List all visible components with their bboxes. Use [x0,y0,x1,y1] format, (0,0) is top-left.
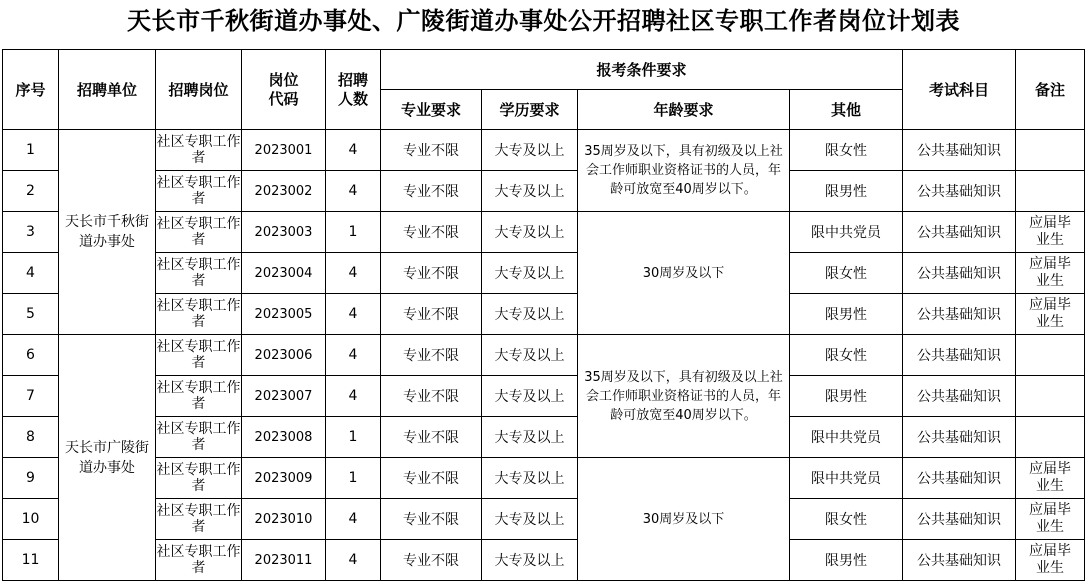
post-text: 社区专职工作者 [156,503,241,535]
post-text: 社区专职工作者 [156,175,241,207]
cell-seq: 10 [3,499,59,540]
header-requirements: 报考条件要求 [381,50,903,90]
cell-other: 限男性 [790,376,903,417]
post-text: 社区专职工作者 [156,257,241,289]
unit-guangling-text: 天长市广陵街道办事处 [65,439,149,476]
unit-qianqiu-text: 天长市千秋街道办事处 [65,214,149,250]
note-text: 应届毕业生 [1029,543,1072,576]
cell-other: 限中共党员 [790,417,903,458]
note-text: 应届毕业生 [1029,215,1072,248]
cell-note [1016,540,1085,581]
cell-count: 4 [326,171,381,212]
cell-count: 1 [326,212,381,253]
page-title: 天长市千秋街道办事处、广陵街道办事处公开招聘社区专职工作者岗位计划表 [127,6,960,35]
cell-major: 专业不限 [381,335,482,376]
cell-major: 专业不限 [381,212,482,253]
cell-edu: 大专及以上 [482,458,578,499]
cell-seq: 1 [3,130,59,171]
cell-edu: 大专及以上 [482,212,578,253]
cell-count: 4 [326,130,381,171]
cell-note [1016,458,1085,499]
cell-major: 专业不限 [381,130,482,171]
cell-note [1016,294,1085,335]
cell-major: 专业不限 [381,171,482,212]
cell-exam: 公共基础知识 [903,417,1016,458]
post-text: 社区专职工作者 [156,298,241,330]
cell-exam: 公共基础知识 [903,499,1016,540]
cell-code: 2023008 [242,417,326,458]
header-code [242,50,326,130]
cell-post [156,458,242,499]
cell-unit-qianqiu [59,130,156,335]
cell-code: 2023005 [242,294,326,335]
table-row [3,171,1085,212]
note-text: 应届毕业生 [1029,297,1072,330]
cell-code: 2023010 [242,499,326,540]
cell-note [1016,499,1085,540]
cell-edu: 大专及以上 [482,335,578,376]
cell-seq: 5 [3,294,59,335]
post-text: 社区专职工作者 [156,462,241,494]
cell-exam: 公共基础知识 [903,171,1016,212]
cell-post [156,253,242,294]
table-row [3,212,1085,253]
table-row [3,376,1085,417]
cell-seq: 8 [3,417,59,458]
table-row [3,335,1085,376]
note-text: 应届毕业生 [1029,256,1072,289]
cell-code: 2023002 [242,171,326,212]
cell-major: 专业不限 [381,540,482,581]
cell-seq: 6 [3,335,59,376]
cell-major: 专业不限 [381,294,482,335]
post-text: 社区专职工作者 [156,544,241,576]
cell-other: 限男性 [790,171,903,212]
header-unit: 招聘单位 [59,50,156,130]
cell-note [1016,253,1085,294]
cell-seq: 7 [3,376,59,417]
header-seq: 序号 [3,50,59,130]
cell-post [156,335,242,376]
cell-count: 4 [326,294,381,335]
note-text: 应届毕业生 [1029,461,1072,494]
cell-note [1016,376,1085,417]
cell-age-35: 35周岁及以下，具有初级及以上社会工作师职业资格证书的人员，年龄可放宽至40周岁以下。 [578,130,790,212]
cell-post [156,212,242,253]
cell-edu: 大专及以上 [482,540,578,581]
cell-exam: 公共基础知识 [903,212,1016,253]
table-row [3,540,1085,581]
post-text: 社区专职工作者 [156,134,241,166]
cell-count: 4 [326,335,381,376]
table-row [3,253,1085,294]
recruitment-table [2,49,1085,581]
cell-count: 1 [326,417,381,458]
cell-post [156,294,242,335]
cell-exam: 公共基础知识 [903,335,1016,376]
cell-count: 4 [326,253,381,294]
cell-code: 2023004 [242,253,326,294]
cell-post [156,130,242,171]
cell-other: 限男性 [790,540,903,581]
post-text: 社区专职工作者 [156,421,241,453]
cell-seq: 3 [3,212,59,253]
note-text: 应届毕业生 [1029,502,1072,535]
cell-age-30: 30周岁及以下 [578,212,790,335]
cell-edu: 大专及以上 [482,417,578,458]
cell-edu: 大专及以上 [482,171,578,212]
cell-major: 专业不限 [381,417,482,458]
post-text: 社区专职工作者 [156,380,241,412]
post-text: 社区专职工作者 [156,339,241,371]
cell-edu: 大专及以上 [482,294,578,335]
cell-note [1016,171,1085,212]
table-row [3,130,1085,171]
cell-count: 4 [326,376,381,417]
cell-exam: 公共基础知识 [903,130,1016,171]
cell-note [1016,212,1085,253]
header-note: 备注 [1016,50,1085,130]
cell-post [156,417,242,458]
header-other: 其他 [790,90,903,130]
cell-major: 专业不限 [381,499,482,540]
cell-other: 限男性 [790,294,903,335]
cell-other: 限女性 [790,253,903,294]
cell-other: 限中共党员 [790,212,903,253]
header-count-text: 招聘人数 [337,70,368,108]
cell-note [1016,417,1085,458]
cell-exam: 公共基础知识 [903,294,1016,335]
cell-edu: 大专及以上 [482,499,578,540]
cell-other: 限女性 [790,335,903,376]
cell-edu: 大专及以上 [482,376,578,417]
table-row [3,417,1085,458]
cell-count: 1 [326,458,381,499]
cell-note [1016,130,1085,171]
cell-exam: 公共基础知识 [903,376,1016,417]
cell-code: 2023006 [242,335,326,376]
cell-note [1016,335,1085,376]
header-code-text: 岗位代码 [268,70,299,108]
cell-major: 专业不限 [381,458,482,499]
header-post: 招聘岗位 [156,50,242,130]
cell-code: 2023009 [242,458,326,499]
cell-post [156,171,242,212]
cell-post [156,376,242,417]
cell-seq: 11 [3,540,59,581]
cell-seq: 2 [3,171,59,212]
header-exam: 考试科目 [903,50,1016,130]
cell-age-35: 35周岁及以下，具有初级及以上社会工作师职业资格证书的人员，年龄可放宽至40周岁以下。 [578,335,790,458]
cell-code: 2023001 [242,130,326,171]
cell-code: 2023011 [242,540,326,581]
cell-post [156,499,242,540]
cell-unit-guangling [59,335,156,581]
cell-edu: 大专及以上 [482,130,578,171]
table-row [3,294,1085,335]
cell-code: 2023007 [242,376,326,417]
cell-code: 2023003 [242,212,326,253]
table-row [3,499,1085,540]
header-edu: 学历要求 [482,90,578,130]
post-text: 社区专职工作者 [156,216,241,248]
cell-count: 4 [326,499,381,540]
header-major: 专业要求 [381,90,482,130]
cell-edu: 大专及以上 [482,253,578,294]
header-age: 年龄要求 [578,90,790,130]
cell-other: 限女性 [790,499,903,540]
cell-post [156,540,242,581]
cell-other: 限女性 [790,130,903,171]
cell-other: 限中共党员 [790,458,903,499]
cell-exam: 公共基础知识 [903,540,1016,581]
header-count [326,50,381,130]
cell-exam: 公共基础知识 [903,253,1016,294]
cell-major: 专业不限 [381,253,482,294]
cell-count: 4 [326,540,381,581]
cell-age-30: 30周岁及以下 [578,458,790,581]
cell-seq: 9 [3,458,59,499]
cell-major: 专业不限 [381,376,482,417]
cell-seq: 4 [3,253,59,294]
table-row [3,458,1085,499]
cell-exam: 公共基础知识 [903,458,1016,499]
